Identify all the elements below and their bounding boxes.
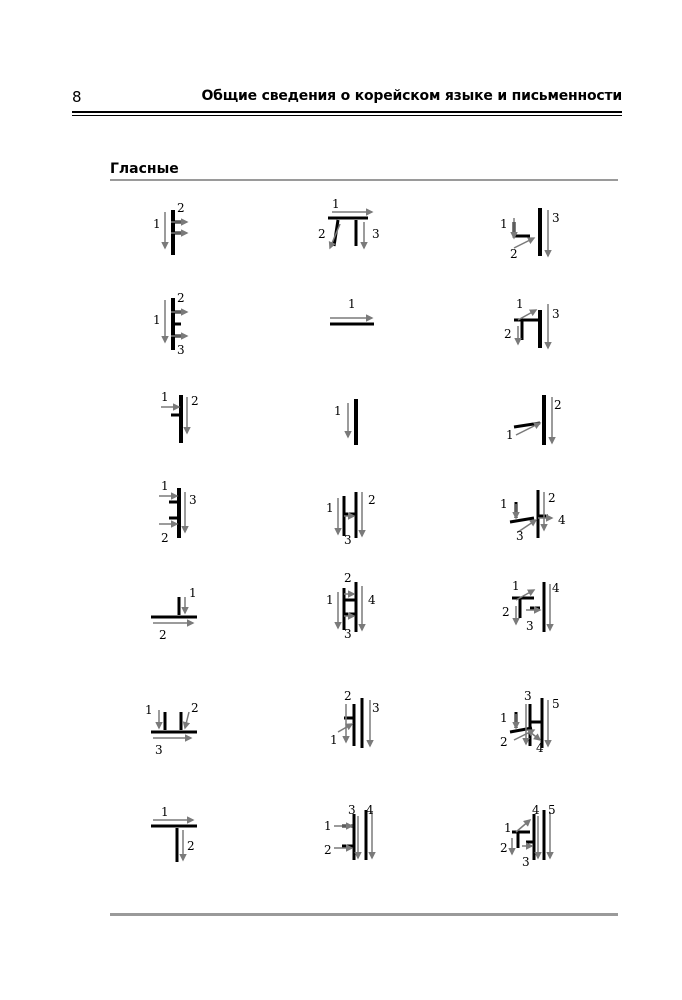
stroke-number: 2	[344, 689, 352, 703]
stroke-number: 2	[191, 394, 199, 408]
stroke-number: 3	[552, 307, 560, 321]
running-title: Общие сведения о корейском языке и письменности	[201, 88, 622, 104]
stroke-diagram-oe	[490, 200, 570, 270]
stroke-number: 2	[191, 701, 199, 715]
stroke-number: 3	[344, 627, 352, 641]
stroke-number: 1	[500, 217, 508, 231]
stroke-diagram-yu	[312, 198, 392, 268]
stroke-number: 3	[522, 855, 530, 869]
stroke-number: 2	[548, 491, 556, 505]
stroke-number: 2	[368, 493, 376, 507]
stroke-diagram-ya	[135, 200, 215, 270]
stroke-number: 2	[344, 571, 352, 585]
stroke-number: 4	[552, 581, 560, 595]
stroke-diagram-yeo-a	[135, 290, 215, 360]
stroke-number: 2	[502, 605, 510, 619]
stroke-diagram-yeo	[135, 478, 215, 548]
stroke-diagram-wa	[490, 478, 570, 548]
page-number: 8	[72, 88, 82, 106]
stroke-number: 3	[372, 701, 380, 715]
stroke-number: 3	[552, 211, 560, 225]
stroke-number: 1	[334, 404, 342, 418]
stroke-number: 3	[189, 493, 197, 507]
stroke-number: 5	[552, 697, 560, 711]
stroke-diagram-eo	[135, 385, 215, 455]
stroke-diagram-yo	[135, 690, 215, 760]
stroke-number: 3	[177, 343, 185, 357]
stroke-number: 3	[372, 227, 380, 241]
section-title: Гласные	[110, 161, 179, 177]
stroke-number: 2	[177, 291, 185, 305]
stroke-number: 2	[500, 735, 508, 749]
stroke-diagram-u	[135, 800, 215, 870]
stroke-number: 1	[326, 593, 334, 607]
stroke-number: 1	[153, 217, 161, 231]
stroke-number: 3	[155, 743, 163, 757]
stroke-diagram-e	[312, 688, 392, 758]
stroke-number: 1	[506, 428, 514, 442]
stroke-number: 4	[558, 513, 566, 527]
stroke-number: 1	[161, 805, 169, 819]
stroke-number: 5	[548, 803, 556, 817]
stroke-number: 2	[159, 628, 167, 642]
stroke-number: 3	[526, 619, 534, 633]
stroke-diagram-i	[312, 385, 392, 455]
stroke-diagram-yae	[312, 572, 392, 642]
stroke-number: 2	[161, 531, 169, 545]
stroke-number: 3	[348, 803, 356, 817]
stroke-number: 1	[161, 479, 169, 493]
stroke-diagram-ui	[490, 385, 570, 455]
stroke-number: 1	[500, 497, 508, 511]
stroke-number: 4	[536, 741, 544, 755]
stroke-number: 2	[504, 327, 512, 341]
stroke-diagram-eu	[312, 290, 392, 360]
stroke-diagram-ye	[312, 798, 392, 868]
stroke-number: 3	[524, 689, 532, 703]
stroke-number: 1	[504, 821, 512, 835]
stroke-number: 2	[554, 398, 562, 412]
stroke-number: 1	[348, 297, 356, 311]
stroke-number: 1	[189, 586, 197, 600]
stroke-number: 4	[368, 593, 376, 607]
stroke-number: 1	[326, 501, 334, 515]
footer-rule	[110, 913, 618, 916]
stroke-number: 1	[153, 313, 161, 327]
stroke-number: 1	[500, 711, 508, 725]
stroke-diagram-wae	[490, 688, 570, 758]
stroke-diagram-we	[490, 798, 570, 868]
stroke-diagram-wi	[490, 290, 570, 360]
stroke-diagram-wo	[490, 572, 570, 642]
stroke-number: 2	[324, 843, 332, 857]
stroke-number: 1	[516, 297, 524, 311]
stroke-number: 3	[344, 533, 352, 547]
stroke-diagram-ae	[312, 478, 392, 548]
stroke-number: 1	[330, 733, 338, 747]
stroke-number: 3	[516, 529, 524, 543]
stroke-number: 2	[500, 841, 508, 855]
stroke-number: 1	[145, 703, 153, 717]
stroke-number: 1	[512, 579, 520, 593]
stroke-number: 1	[324, 819, 332, 833]
stroke-number: 2	[187, 839, 195, 853]
stroke-number: 2	[318, 227, 326, 241]
stroke-number: 2	[510, 247, 518, 261]
stroke-diagram-o	[135, 575, 215, 645]
stroke-number: 1	[161, 390, 169, 404]
stroke-number: 4	[366, 803, 374, 817]
stroke-number: 4	[532, 803, 540, 817]
stroke-number: 2	[177, 201, 185, 215]
stroke-number: 1	[332, 197, 340, 211]
